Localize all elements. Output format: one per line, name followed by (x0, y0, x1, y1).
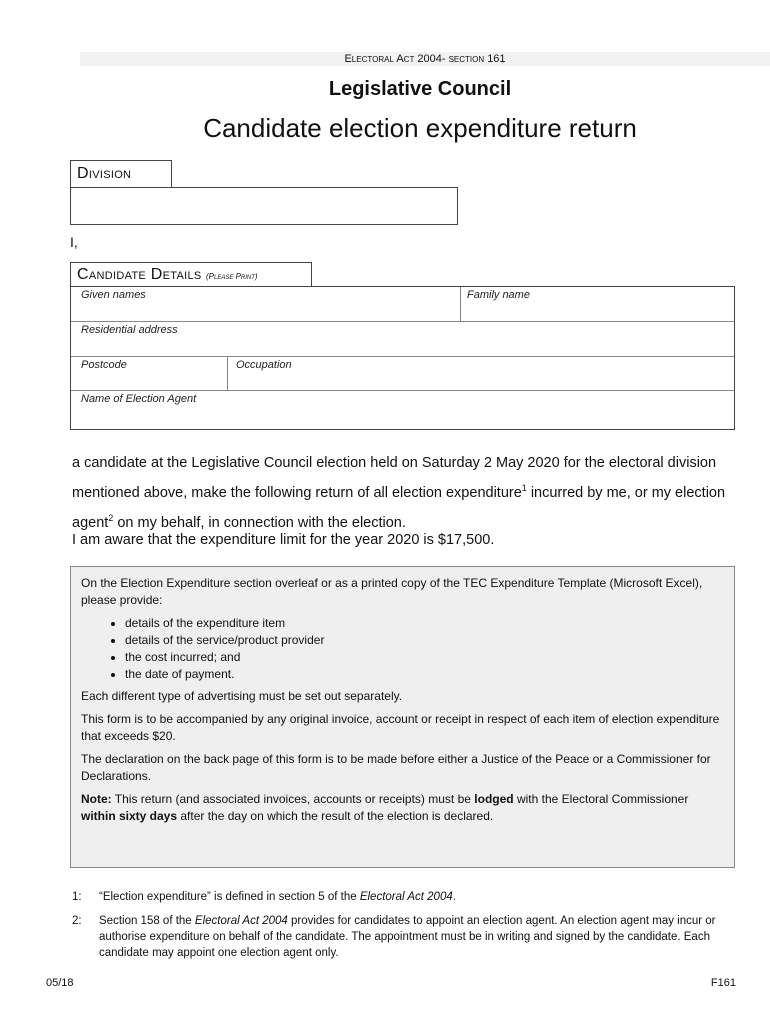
list-item: • details of the expenditure item (125, 615, 724, 632)
declaration-note: The declaration on the back page of this form is to be made before either a Justice of the Peace or a Commissioner for Declarations. (81, 752, 711, 783)
residential-address-field[interactable] (71, 322, 734, 357)
note-part2: with the Electoral Commissioner (513, 792, 689, 806)
footnote-ref-1: 1 (521, 483, 527, 493)
invoices-note: This form is to be accompanied by any original invoice, account or receipt in respect of each item of election expenditure that exceeds $20. (81, 712, 720, 743)
list-item: • details of the service/product provider (125, 632, 724, 649)
revision-date: 05/18 (46, 977, 74, 989)
family-name-field[interactable] (461, 287, 734, 321)
footnote-1-part2: . (452, 891, 456, 903)
note-bold-sixty-days: within sixty days (81, 809, 178, 823)
statement-part1: a candidate at the Legislative Council election held on Saturday 2 May 2020 for the electoral division mentioned above, make the following return of all election expenditure (72, 455, 717, 501)
footnote-1-part1: “Election expenditure” is defined in section 5 of the (99, 891, 360, 903)
lodgement-note (81, 791, 724, 825)
division-tab (70, 160, 172, 187)
residential-address-label: Residential address (81, 324, 178, 336)
division-label: Division (77, 165, 132, 182)
instructions-intro: On the Election Expenditure section overleaf or as a printed copy of the TEC Expenditure Template (Microsoft Excel), please provide: (81, 576, 703, 607)
statement-part3: on my behalf, in connection with the election. (113, 514, 406, 531)
form-code: F161 (710, 977, 736, 989)
expenditure-limit-statement: I am aware that the expenditure limit for the year 2020 is $17,500. (72, 532, 495, 548)
footnote-2-part1: Section 158 of the (99, 915, 195, 927)
occupation-label: Occupation (236, 359, 292, 371)
candidate-details-tab (70, 262, 312, 287)
please-print-note: (Please Print) (206, 272, 258, 281)
given-names-field[interactable] (71, 287, 461, 321)
footnote-2 (99, 913, 739, 961)
postcode-occupation-row (71, 357, 734, 391)
candidate-details-label: Candidate Details (77, 266, 202, 283)
candidate-statement (72, 451, 742, 536)
election-agent-field[interactable] (71, 391, 734, 429)
footnote-1-number: 1: (72, 891, 82, 903)
advertising-note: Each different type of advertising must be set out separately. (81, 689, 403, 703)
list-item: • the date of payment. (125, 666, 724, 683)
footnote-2-act: Electoral Act 2004 (194, 915, 288, 927)
note-part1: This return (and associated invoices, accounts or receipts) must be (111, 792, 475, 806)
footnote-1-act: Electoral Act 2004 (359, 891, 453, 903)
instructions-box (70, 566, 735, 868)
division-field[interactable] (70, 187, 458, 225)
i-label: I, (70, 234, 78, 250)
family-name-label: Family name (467, 289, 530, 301)
page-title: Candidate election expenditure return (203, 113, 637, 143)
council-heading: Legislative Council (328, 78, 512, 100)
instructions-list (81, 615, 724, 683)
names-row (71, 287, 734, 322)
candidate-details-box (70, 286, 735, 430)
note-part3: after the day on which the result of the election is declared. (177, 809, 494, 823)
footnote-2-number: 2: (72, 915, 82, 927)
note-bold-lodged: lodged (474, 792, 514, 806)
given-names-label: Given names (81, 289, 146, 301)
footnote-ref-2: 2 (108, 512, 114, 523)
footnote-1 (99, 889, 739, 905)
election-agent-label: Name of Election Agent (81, 393, 197, 405)
postcode-field[interactable] (71, 357, 228, 390)
act-reference: Electoral Act 2004- section 161 (344, 53, 506, 65)
list-item: • the cost incurred; and (125, 649, 724, 666)
statement-part2: incurred by me, or my election agent (72, 484, 726, 531)
note-label: Note: (81, 792, 112, 806)
footnote-2-part2: provides for candidates to appoint an election agent. An election agent may incur or authorise expenditure on behalf of the candidate. The appointment must be in writing and signed by the candidate. Each candidate may appoint one election agent only. (99, 915, 716, 959)
occupation-field[interactable] (228, 357, 734, 390)
postcode-label: Postcode (81, 359, 127, 371)
